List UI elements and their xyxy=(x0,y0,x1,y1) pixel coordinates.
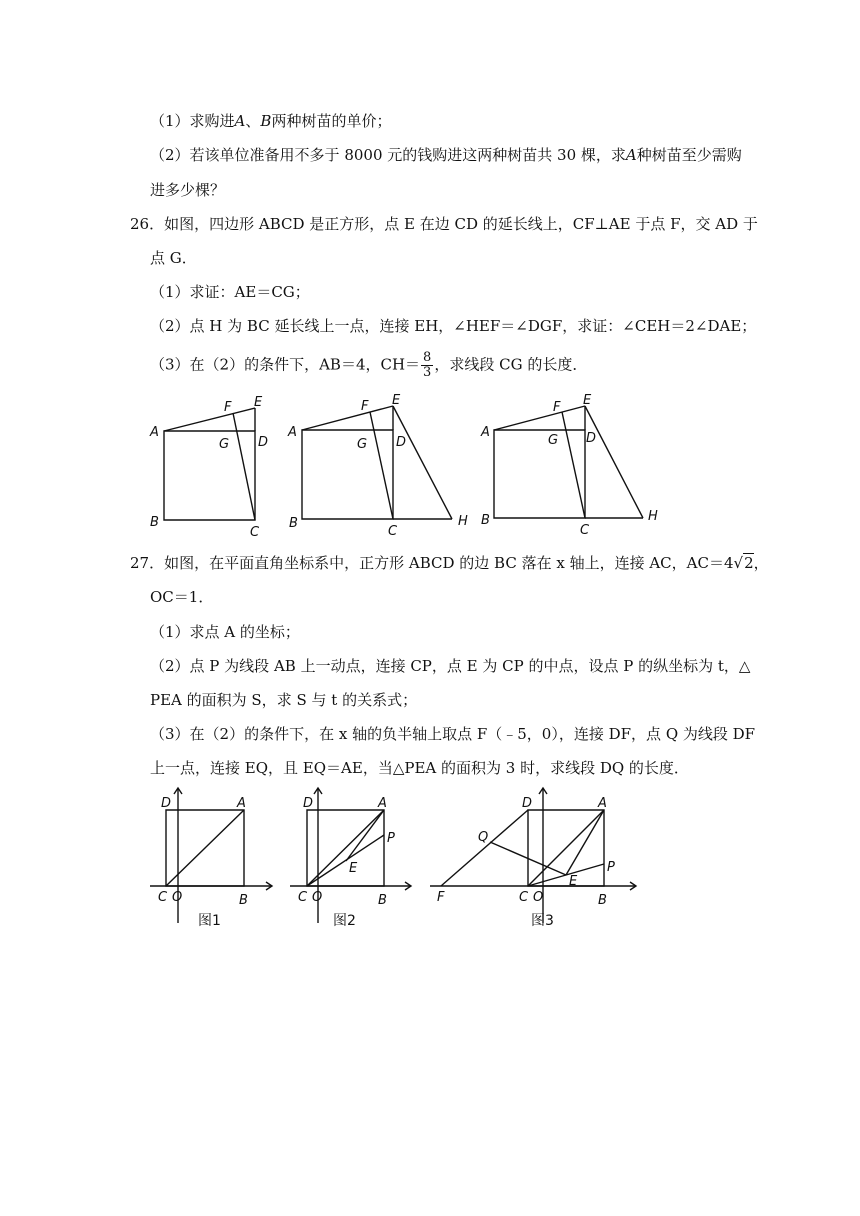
label-e: E xyxy=(583,393,592,408)
label-b: B xyxy=(598,893,607,908)
label-h: H xyxy=(648,509,658,524)
label-d: D xyxy=(161,796,172,811)
q26-part1: （1）求证：AE＝CG； xyxy=(150,283,310,301)
q27-part3-line1: （3）在（2）的条件下，在 x 轴的负半轴上取点 F（﹣5，0），连接 DF，点 Q 为线段 DF xyxy=(150,725,756,743)
segment-fc xyxy=(370,412,393,519)
sqrt-radicand: 2 xyxy=(744,554,754,572)
label-c: C xyxy=(250,525,260,540)
label-o: O xyxy=(172,890,183,905)
label-b: B xyxy=(378,893,387,908)
q27-stem-line2: OC＝1． xyxy=(150,588,214,606)
square-abcd xyxy=(164,431,255,520)
q27-figures xyxy=(0,785,860,935)
q27-stem-text-a: 如图，在平面直角坐标系中，正方形 ABCD 的边 BC 落在 x 轴上，连接 AC，AC＝4 xyxy=(164,554,734,572)
q26-figure-2 xyxy=(287,393,468,539)
label-a: A xyxy=(481,425,490,440)
q27-part1: （1）求点 A 的坐标； xyxy=(150,623,300,641)
label-o: O xyxy=(533,890,544,905)
label-b: B xyxy=(481,513,490,528)
label-g: G xyxy=(219,437,230,452)
q27-part2-line1: （2）点 P 为线段 AB 上一动点，连接 CP，点 E 为 CP 的中点，设点 P 的纵坐标为 t，△ xyxy=(150,657,751,675)
label-c: C xyxy=(580,523,590,538)
segment-eh xyxy=(585,406,643,518)
fraction-denominator: 3 xyxy=(423,365,432,380)
label-d: D xyxy=(303,796,314,811)
label-a: A xyxy=(288,425,297,440)
caption-fig3: 图3 xyxy=(531,913,554,929)
label-a: A xyxy=(237,796,246,811)
q27-part2-line2: PEA 的面积为 S，求 S 与 t 的关系式； xyxy=(150,691,418,709)
q25-part2-line1 xyxy=(150,145,742,165)
q26-part2: （2）点 H 为 BC 延长线上一点，连接 EH，∠HEF＝∠DGF，求证：∠CEH＝2∠DAE； xyxy=(150,317,757,335)
label-f: F xyxy=(361,399,369,414)
segment-ae xyxy=(494,406,585,430)
segment-fc xyxy=(233,413,255,520)
fraction-8-3 xyxy=(421,351,433,380)
q25-sep: 、 xyxy=(245,112,261,130)
label-p: P xyxy=(387,831,395,846)
label-d: D xyxy=(522,796,533,811)
square-abcd xyxy=(494,430,585,518)
label-f: F xyxy=(437,890,445,905)
q26-stem-text: 如图，四边形 ABCD 是正方形，点 E 在边 CD 的延长线上，CF⊥AE 于点 F，交 AD 于 xyxy=(164,215,758,233)
q27-part3-line2: 上一点，连接 EQ，且 EQ＝AE，当△PEA 的面积为 3 时，求线段 DQ 的长度． xyxy=(150,759,689,777)
q26-figures xyxy=(0,390,860,540)
label-b: B xyxy=(289,516,298,531)
label-e: E xyxy=(349,861,358,876)
label-q: Q xyxy=(478,830,489,845)
label-a: A xyxy=(150,425,159,440)
q25-part2-var: A xyxy=(625,146,637,164)
q26-stem-line2: 点 G． xyxy=(150,249,197,267)
q26-part3 xyxy=(150,351,587,380)
q27-figure-3 xyxy=(430,788,636,929)
label-c: C xyxy=(298,890,308,905)
segment-ae xyxy=(164,408,255,431)
q25-var-b: B xyxy=(260,112,272,130)
q27-figure-1 xyxy=(150,788,272,929)
label-a: A xyxy=(598,796,607,811)
label-e: E xyxy=(254,395,263,410)
q27-stem-line1 xyxy=(130,553,769,573)
q25-part2-text-a: （2）若该单位准备用不多于 8000 元的钱购进这两种树苗共 30 棵，求 xyxy=(150,146,626,164)
caption-fig2: 图2 xyxy=(333,913,356,929)
q26-stem-line1 xyxy=(130,214,758,234)
fraction-numerator: 8 xyxy=(423,350,432,365)
q27-stem-text-b: ， xyxy=(753,554,769,572)
q25-part1-text: （1）求购进 xyxy=(150,112,235,130)
segment-ea xyxy=(346,810,384,861)
label-o: O xyxy=(312,890,323,905)
q25-var-a: A xyxy=(234,112,246,130)
q26-part3-text-b: ，求线段 CG 的长度． xyxy=(434,355,588,374)
q26-number: 26． xyxy=(130,215,165,233)
label-c: C xyxy=(519,890,529,905)
caption-fig1: 图1 xyxy=(198,913,221,929)
label-p: P xyxy=(607,860,615,875)
sqrt-sign: √ xyxy=(733,554,744,572)
label-h: H xyxy=(458,514,468,529)
label-b: B xyxy=(239,893,248,908)
label-b: B xyxy=(150,515,159,530)
label-f: F xyxy=(553,400,561,415)
q26-figure-3 xyxy=(480,393,658,538)
q25-part1 xyxy=(150,111,391,131)
q25-part2-line2: 进多少棵？ xyxy=(150,181,226,199)
q26-figure-1 xyxy=(149,395,268,540)
label-e: E xyxy=(569,874,578,889)
label-d: D xyxy=(258,435,269,450)
label-c: C xyxy=(388,524,398,539)
label-g: G xyxy=(548,433,559,448)
segment-fc xyxy=(562,412,585,518)
segment-fd xyxy=(441,810,528,886)
q27-number: 27． xyxy=(130,554,165,572)
q25-part2-text-b: 种树苗至少需购 xyxy=(636,146,742,164)
label-c: C xyxy=(158,890,168,905)
label-d: D xyxy=(396,435,407,450)
q27-figure-2 xyxy=(290,788,411,929)
q26-part3-text-a: （3）在（2）的条件下，AB＝4，CH＝ xyxy=(150,355,421,374)
label-d: D xyxy=(586,431,597,446)
label-g: G xyxy=(357,437,368,452)
segment-ae xyxy=(302,406,393,430)
label-f: F xyxy=(224,400,232,415)
label-a: A xyxy=(378,796,387,811)
segment-eh xyxy=(393,406,452,519)
q25-part1-end: 两种树苗的单价； xyxy=(271,112,392,130)
label-e: E xyxy=(392,393,401,408)
square-abcd xyxy=(302,430,393,519)
